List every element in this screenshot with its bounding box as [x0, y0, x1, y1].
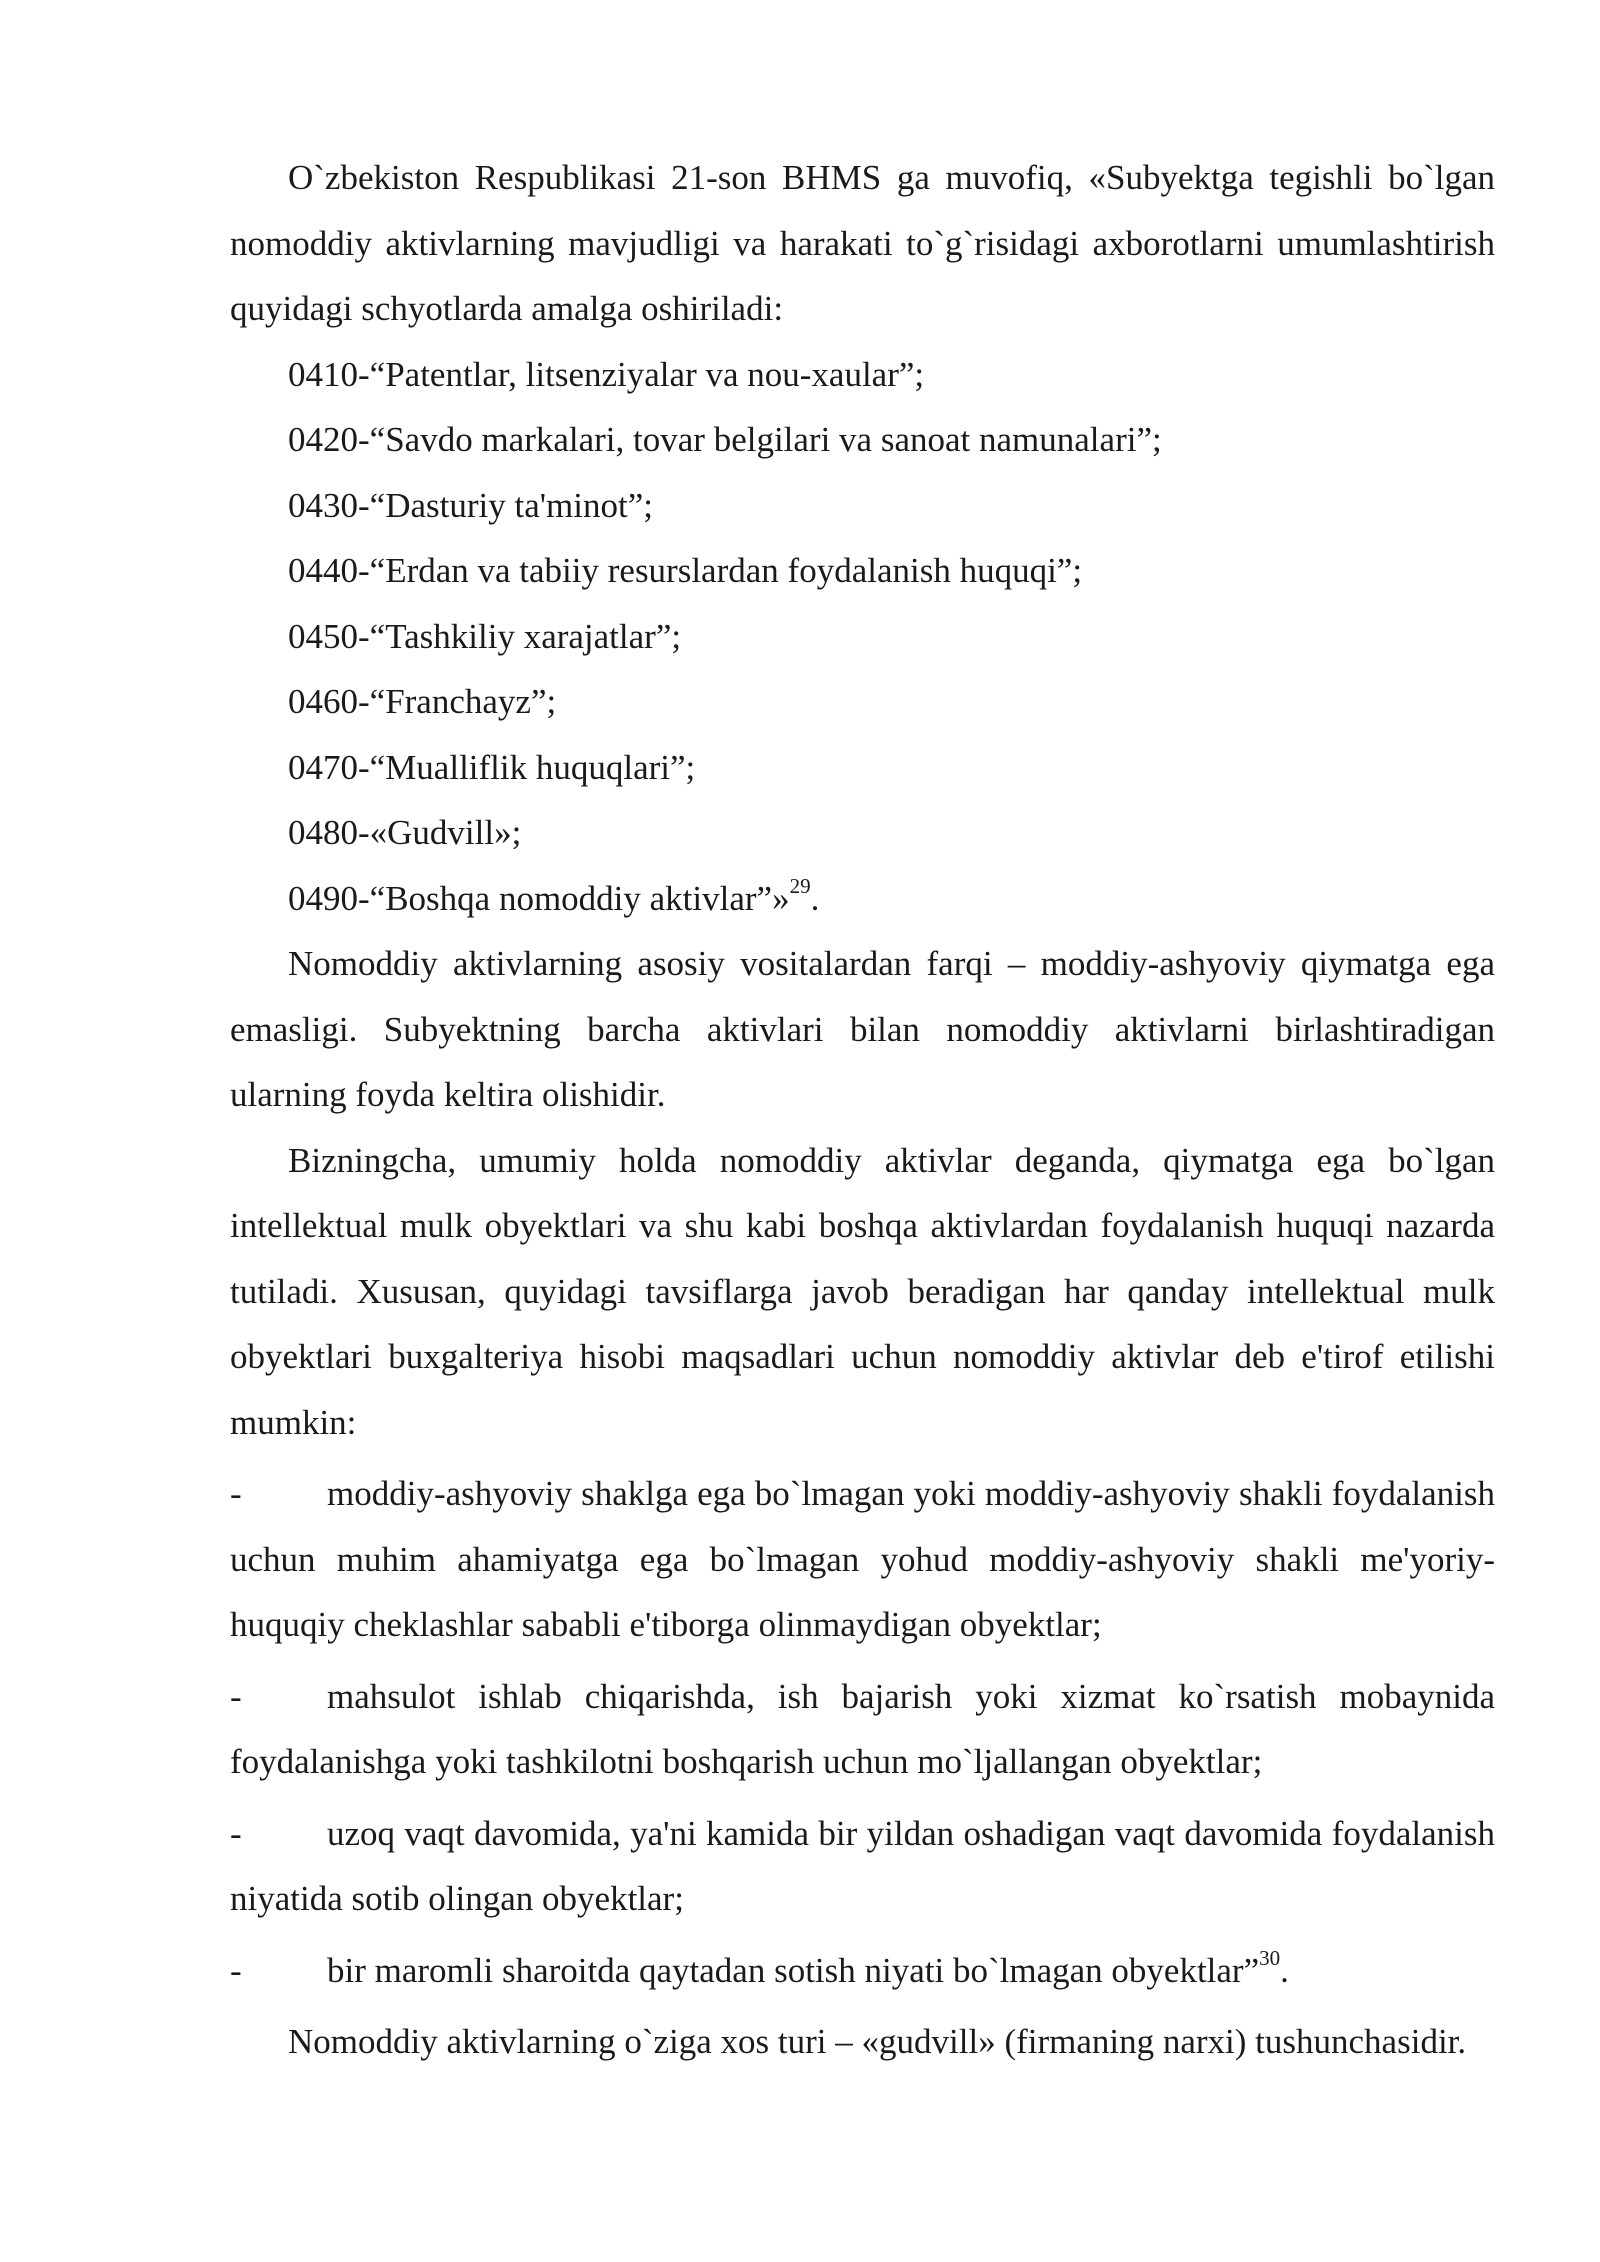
criteria-text: moddiy-ashyoviy shaklga ega bo`lmagan yoki moddiy-ashyoviy shakli foydalanish uchun muhim ahamiyatga ega bo`lmagan yohud moddiy-ashyoviy shakli me'yoriy-huquqiy cheklashlar sababli e'tiborga olinmaydigan obyektlar; [230, 1474, 1495, 1644]
account-item: 0470-“Mualliflik huquqlari”; [288, 747, 696, 787]
definition-paragraph: Bizningcha, umumiy holda nomoddiy aktivlar deganda, qiymatga ega bo`lgan intellektual mulk obyektlari va shu kabi boshqa aktivlardan foydalanish huquqi nazarda tutiladi. Xususan, quyidagi tavsiflarga javob beradigan har qanday intellektual mulk obyektlari buxgalteriya hisobi maqsadlari uchun nomoddiy aktivlar deb e'tirof etilishi mumkin: [230, 1140, 1495, 1442]
dash-marker: - [230, 1950, 242, 1990]
account-item-tail: . [810, 878, 820, 918]
account-item-last [230, 866, 1495, 932]
account-item: 0460-“Franchayz”; [288, 682, 557, 721]
criteria-list [230, 1461, 1495, 2003]
criteria-tail: . [1280, 1950, 1289, 1990]
criteria-item [230, 1801, 1495, 1932]
goodwill-paragraph: Nomoddiy aktivlarning o`ziga xos turi – «gudvill» (firmaning narxi) tushunchasidir. [288, 2022, 1467, 2061]
document-page [230, 145, 1495, 2075]
criteria-text: bir maromli sharoitda qaytadan sotish niyati bo`lmagan obyektlar” [327, 1950, 1260, 1990]
criteria-text: uzoq vaqt davomida, ya'ni kamida bir yildan oshadigan vaqt davomida foydalanish niyatida sotib olingan obyektlar; [230, 1813, 1495, 1918]
criteria-item [230, 1938, 1495, 2004]
account-item: 0450-“Tashkiliy xarajatlar”; [288, 616, 682, 656]
intro-paragraph: O`zbekiston Respublikasi 21-son BHMS ga muvofiq, «Subyektga tegishli bo`lgan nomoddiy aktivlarning mavjudligi va harakati to`g`risidagi axborotlarni umumlashtirish quyidagi schyotlarda amalga oshiriladi: [230, 158, 1495, 328]
account-item: 0420-“Savdo markalari, tovar belgilari va sanoat namunalari”; [288, 420, 1162, 459]
footnote-ref-29[interactable]: 29 [789, 873, 811, 898]
footnote-ref-30[interactable]: 30 [1259, 1945, 1281, 1970]
dash-marker: - [230, 1474, 242, 1513]
account-list [230, 342, 1495, 932]
account-item: 0410-“Patentlar, litsenziyalar va nou-xaular”; [288, 354, 925, 394]
criteria-item [230, 1664, 1495, 1795]
criteria-text: mahsulot ishlab chiqarishda, ish bajarish yoki xizmat ko`rsatish mobaynida foydalanishga yoki tashkilotni boshqarish uchun mo`ljallangan obyektlar; [230, 1676, 1495, 1781]
difference-paragraph: Nomoddiy aktivlarning asosiy vositalardan farqi – moddiy-ashyoviy qiymatga ega emasligi. Subyektning barcha aktivlari bilan nomoddiy aktivlarni birlashtiradigan ularning foyda keltira olishidir. [230, 944, 1495, 1114]
account-item-text: 0490-“Boshqa nomoddiy aktivlar”» [288, 878, 790, 918]
account-item: 0440-“Erdan va tabiiy resurslardan foydalanish huquqi”; [288, 551, 1083, 590]
dash-marker: - [230, 1813, 242, 1853]
criteria-item [230, 1461, 1495, 1658]
dash-marker: - [230, 1676, 242, 1716]
account-item: 0430-“Dasturiy ta'minot”; [288, 485, 653, 525]
account-item: 0480-«Gudvill»; [288, 813, 522, 852]
